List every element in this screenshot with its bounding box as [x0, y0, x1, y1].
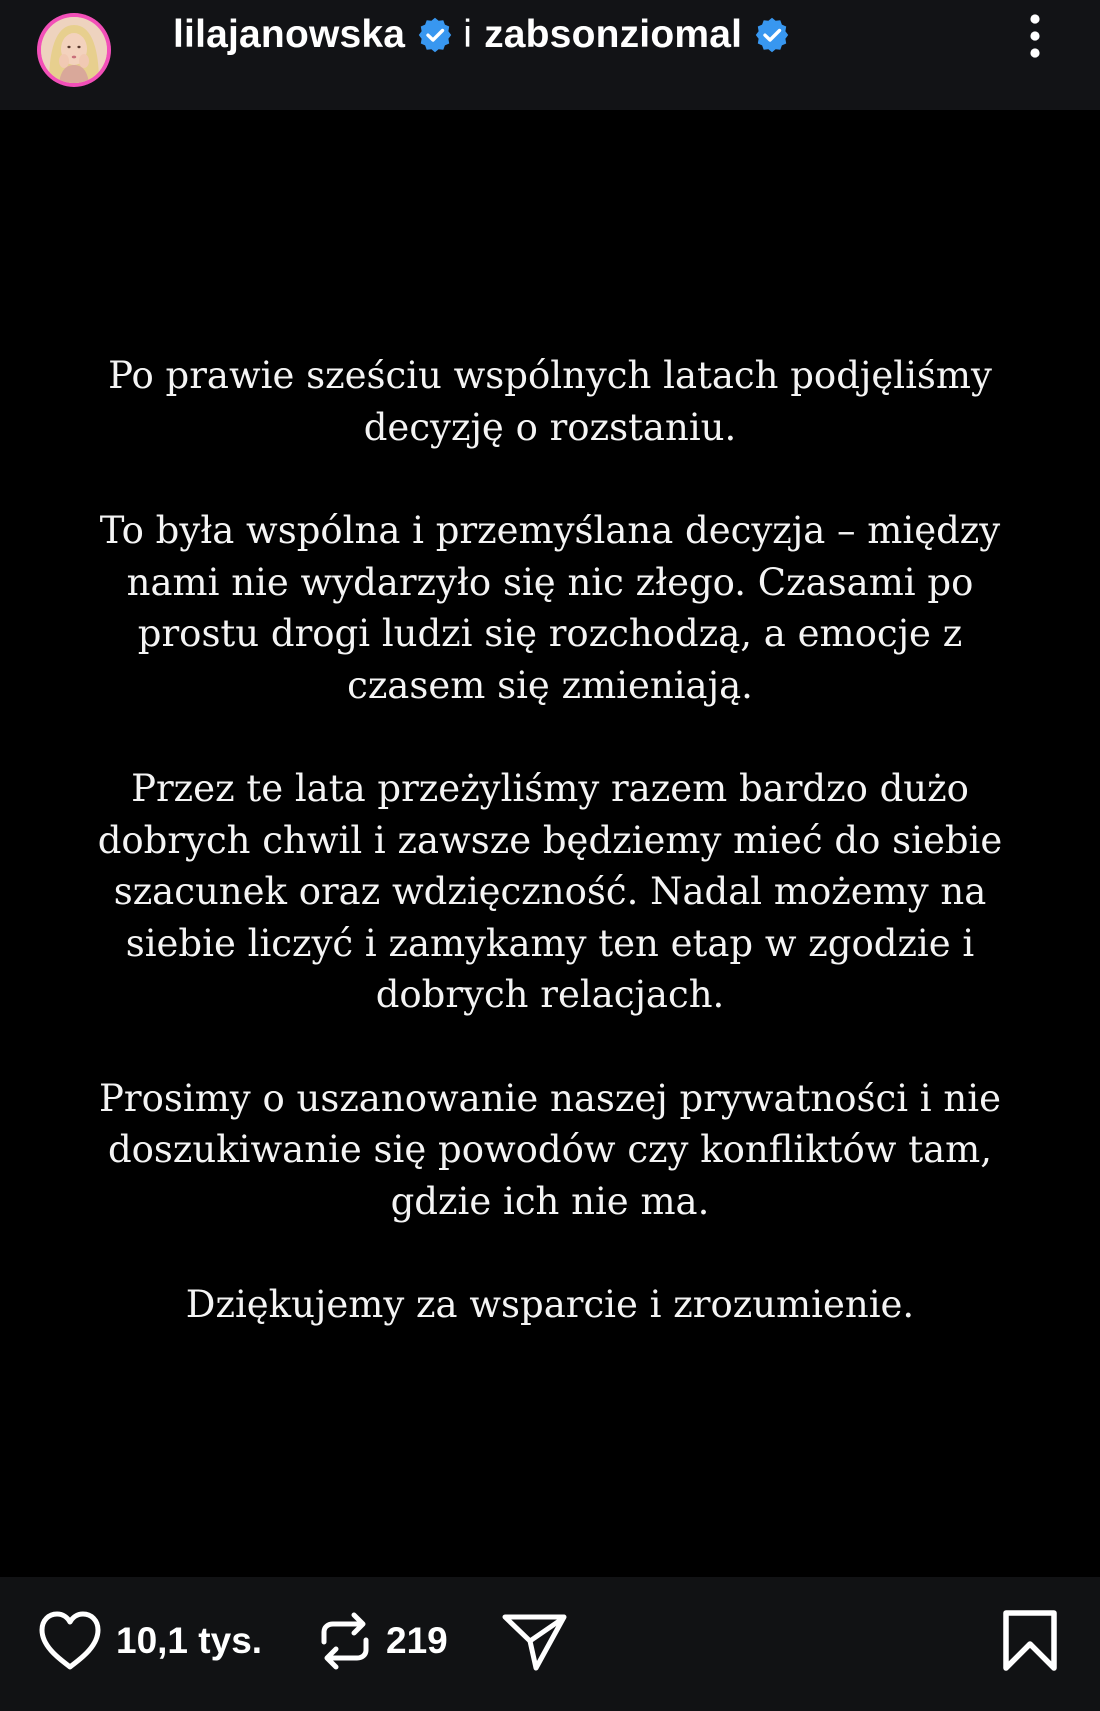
author-separator: i: [463, 13, 473, 56]
statement-paragraph: To była wspólna i przemyślana decyzja – między nami nie wydarzyło się nic złego. Czasami po prostu drogi ludzi się rozchodzą, a emocje z czasem się zmieniają.: [99, 509, 1001, 707]
statement-text: [60, 350, 1040, 1383]
story-content[interactable]: [0, 110, 1100, 1577]
statement-paragraph: Przez te lata przeżyliśmy razem bardzo dużo dobrych chwil i zawsze będziemy mieć do siebie szacunek oraz wdzięczność. Nadal możemy na siebie liczyć i zamykamy ten etap w zgodzie i dobrych relacjach.: [97, 767, 1003, 1016]
avatar-image: [41, 17, 107, 83]
story-header: [0, 0, 1100, 110]
secondary-username[interactable]: zabsonziomal: [484, 13, 743, 56]
like-count: 10,1 tys.: [116, 1620, 263, 1661]
send-icon: [500, 1608, 570, 1674]
statement-paragraph: Po prawie sześciu wspólnych latach podjęliśmy decyzję o rozstaniu.: [108, 354, 992, 449]
verified-badge-icon: [754, 17, 790, 53]
statement-paragraph: Prosimy o uszanowanie naszej prywatności i nie doszukiwanie się powodów czy konfliktów tam, gdzie ich nie ma.: [99, 1076, 1001, 1223]
repost-count: 219: [386, 1620, 448, 1661]
verified-badge-icon: [417, 17, 453, 53]
share-button[interactable]: [500, 1605, 570, 1677]
repost-icon: [316, 1608, 374, 1674]
primary-username[interactable]: lilajanowska: [173, 13, 406, 56]
story-action-bar: [0, 1577, 1100, 1711]
save-button[interactable]: [1000, 1605, 1060, 1677]
heart-icon: [36, 1609, 104, 1673]
more-vertical-icon[interactable]: [1020, 12, 1050, 60]
avatar[interactable]: [37, 13, 111, 87]
statement-paragraph: Dziękujemy za wsparcie i zrozumienie.: [185, 1283, 915, 1326]
repost-button[interactable]: [316, 1605, 448, 1677]
like-button[interactable]: [36, 1605, 262, 1677]
bookmark-icon: [1000, 1608, 1060, 1674]
story-authors: [173, 10, 790, 60]
